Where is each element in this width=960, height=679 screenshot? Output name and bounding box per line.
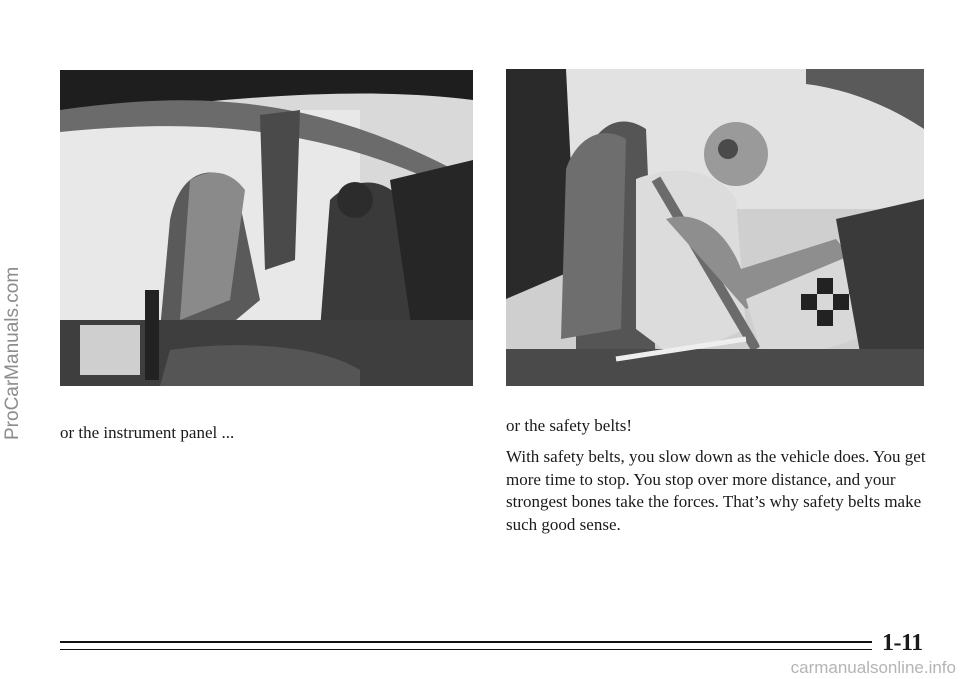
- photo-right-illustration: [506, 69, 924, 386]
- caption-instrument-panel: or the instrument panel ...: [60, 423, 235, 442]
- crash-test-photo-safety-belt: [506, 69, 924, 386]
- bottom-watermark: carmanualsonline.info: [790, 658, 956, 677]
- photo-left-illustration: [60, 70, 473, 386]
- body-paragraph: With safety belts, you slow down as the vehicle does. You get more time to stop. You stop over more distance, and your strongest bones take the forces. That’s why safety belts make such good sense.: [506, 447, 926, 534]
- footer-rule-thin: [60, 649, 872, 650]
- side-watermark: ProCarManuals.com: [2, 266, 23, 440]
- caption-safety-belts: or the safety belts!: [506, 416, 633, 435]
- crash-test-photo-instrument-panel: [60, 70, 473, 386]
- page-number: 1-11: [882, 630, 923, 656]
- footer-rule-thick: [60, 641, 872, 643]
